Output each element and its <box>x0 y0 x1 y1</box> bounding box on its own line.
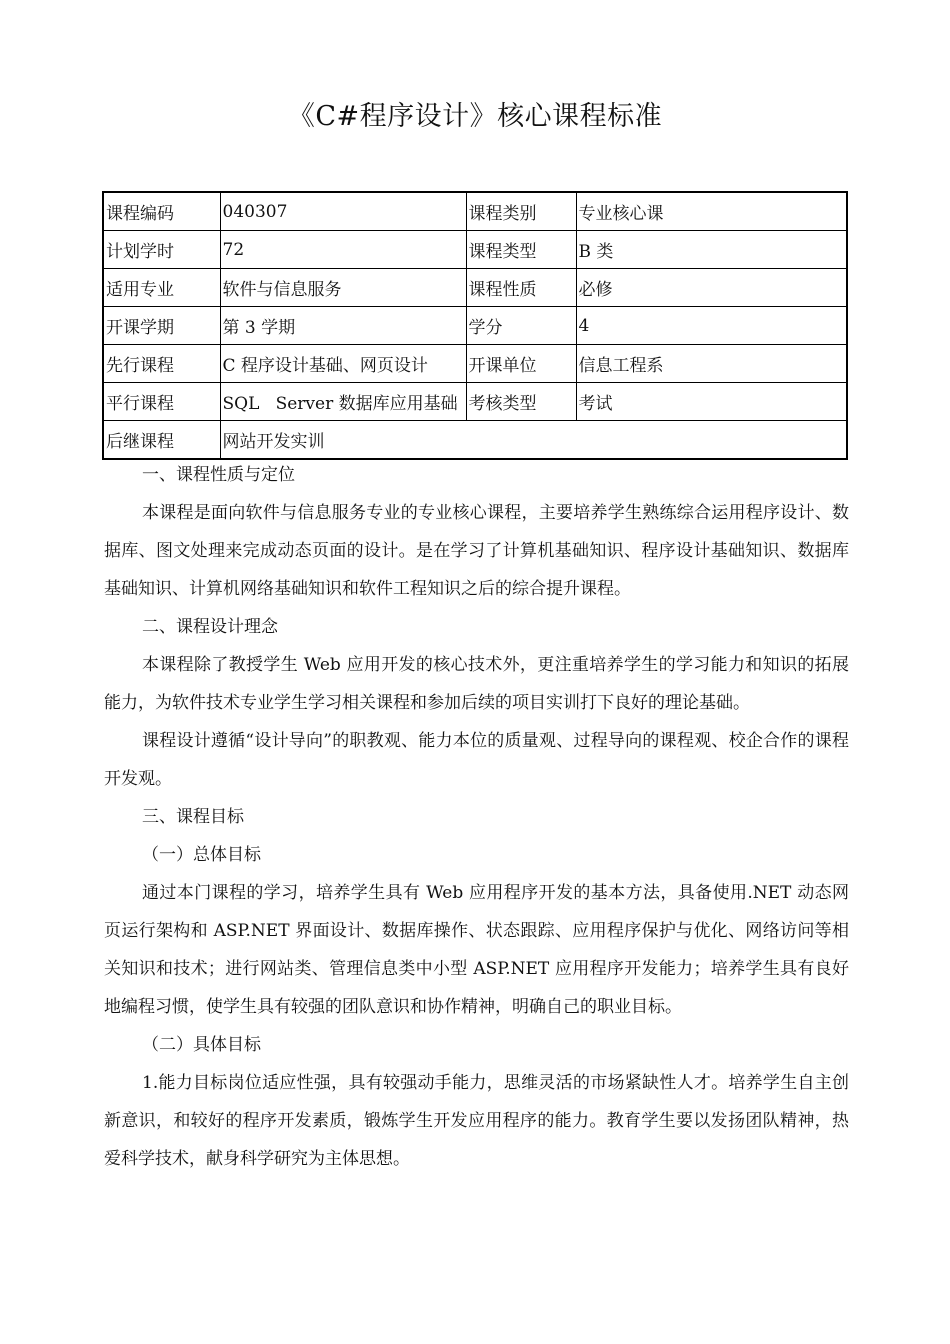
paragraph: 课程设计遵循“设计导向”的职教观、能力本位的质量观、过程导向的课程观、校企合作的课程开发观。 <box>104 731 849 789</box>
table-value: 网站开发实训 <box>220 421 847 460</box>
table-label: 计划学时 <box>103 231 220 269</box>
table-label: 适用专业 <box>103 269 220 307</box>
section-heading: 三、课程目标 <box>142 807 244 827</box>
subsection-heading: （二）具体目标 <box>142 1035 261 1055</box>
paragraph: 本课程除了教授学生 Web 应用开发的核心技术外，更注重培养学生的学习能力和知识的拓展能力，为软件技术专业学生学习相关课程和参加后续的项目实训打下良好的理论基础。 <box>104 655 849 713</box>
table-row <box>103 383 847 421</box>
table-label: 课程类型 <box>466 231 576 269</box>
table-value: 专业核心课 <box>576 192 847 231</box>
table-row <box>103 307 847 345</box>
course-info-table <box>102 191 848 460</box>
table-label: 平行课程 <box>103 383 220 421</box>
paragraph: 本课程是面向软件与信息服务专业的专业核心课程，主要培养学生熟练综合运用程序设计、数据库、图文处理来完成动态页面的设计。是在学习了计算机基础知识、程序设计基础知识、数据库基础知识、计算机网络基础知识和软件工程知识之后的综合提升课程。 <box>104 503 849 599</box>
section-heading: 二、课程设计理念 <box>142 617 278 637</box>
table-value: C 程序设计基础、网页设计 <box>220 345 466 383</box>
table-label: 课程编码 <box>103 192 220 231</box>
table-row <box>103 345 847 383</box>
table-value: 第 3 学期 <box>220 307 466 345</box>
table-row <box>103 231 847 269</box>
table-label: 课程性质 <box>466 269 576 307</box>
table-label: 学分 <box>466 307 576 345</box>
table-value: 040307 <box>220 192 466 231</box>
table-value: 4 <box>576 307 847 345</box>
paragraph: 通过本门课程的学习，培养学生具有 Web 应用程序开发的基本方法，具备使用.NET 动态网页运行架构和 ASP.NET 界面设计、数据库操作、状态跟踪、应用程序保护与优化、网络访问等相关知识和技术；进行网站类、管理信息类中小型 ASP.NET 应用程序开发能力；培养学生具有良好地编程习惯，使学生具有较强的团队意识和协作精神，明确自己的职业目标。 <box>104 883 849 1017</box>
table-value: SQL Server 数据库应用基础 <box>220 383 466 421</box>
table-value: 必修 <box>576 269 847 307</box>
table-label: 开课学期 <box>103 307 220 345</box>
table-label: 先行课程 <box>103 345 220 383</box>
subsection-heading: （一）总体目标 <box>142 845 261 865</box>
table-value: 72 <box>220 231 466 269</box>
document-title: 《C#程序设计》核心课程标准 <box>287 101 663 132</box>
table-label: 后继课程 <box>103 421 220 460</box>
table-row <box>103 421 847 460</box>
table-row <box>103 269 847 307</box>
table-label: 课程类别 <box>466 192 576 231</box>
table-value: 信息工程系 <box>576 345 847 383</box>
table-label: 考核类型 <box>466 383 576 421</box>
paragraph: 1.能力目标岗位适应性强，具有较强动手能力，思维灵活的市场紧缺性人才。培养学生自主创新意识，和较好的程序开发素质，锻炼学生开发应用程序的能力。教育学生要以发扬团队精神，热爱科学技术，献身科学研究为主体思想。 <box>104 1073 849 1169</box>
table-value: 软件与信息服务 <box>220 269 466 307</box>
section-heading: 一、课程性质与定位 <box>142 465 295 485</box>
table-row <box>103 192 847 231</box>
table-value: B 类 <box>576 231 847 269</box>
document-body <box>104 456 849 1178</box>
table-value: 考试 <box>576 383 847 421</box>
table-label: 开课单位 <box>466 345 576 383</box>
